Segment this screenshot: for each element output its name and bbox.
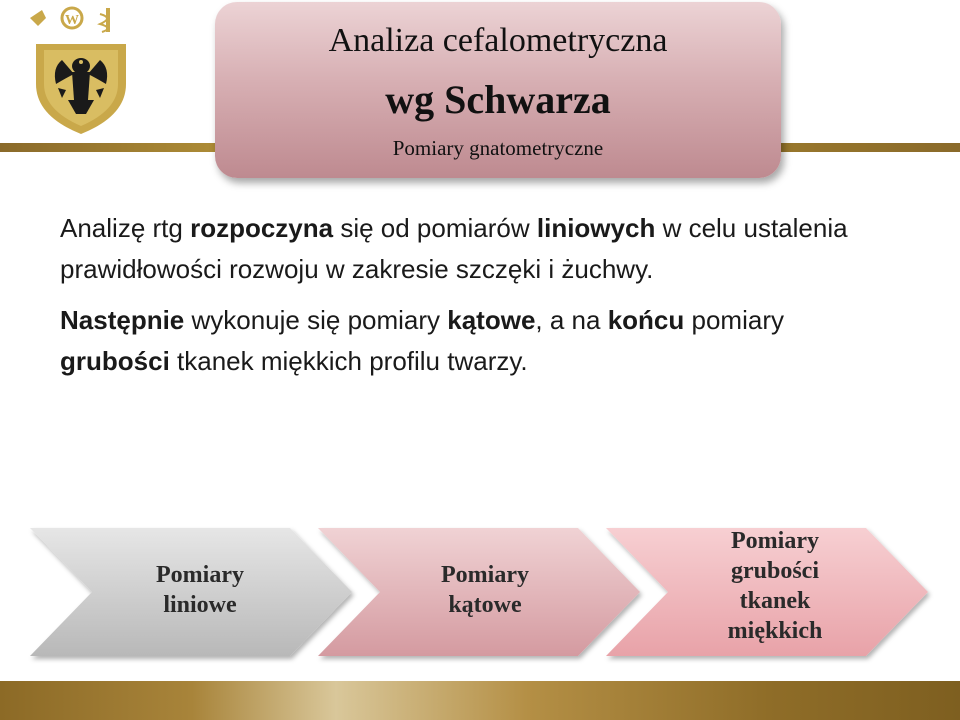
university-crest-icon: [22, 4, 140, 136]
title-line-2: wg Schwarza: [385, 77, 611, 122]
step-2-line-1: Pomiary: [441, 562, 529, 588]
bold-span: rozpoczyna: [190, 213, 334, 243]
step-1-line-1: Pomiary: [156, 562, 244, 588]
step-2-line-2: kątowe: [448, 592, 522, 618]
title-line-1: Analiza cefalometryczna: [328, 22, 668, 59]
process-chevrons: [0, 520, 960, 670]
step-1-line-2: liniowe: [163, 592, 237, 618]
text-span: pomiary: [684, 305, 784, 335]
bold-span: grubości: [60, 346, 170, 376]
paragraph-1: [60, 208, 900, 290]
text-span: , a na: [535, 305, 608, 335]
body-text: [60, 208, 900, 392]
slide-title-box: [215, 2, 781, 178]
step-3-line-1: Pomiary: [731, 528, 819, 554]
paragraph-2: [60, 300, 900, 382]
text-span: wykonuje się pomiary: [184, 305, 448, 335]
step-3-line-3: tkanek: [739, 588, 811, 614]
step-1-label: [120, 560, 280, 620]
step-3-line-2: grubości: [730, 558, 819, 584]
text-span: tkanek miękkich profilu twarzy.: [169, 346, 528, 376]
svg-text:W: W: [65, 13, 79, 28]
text-span: w celu ustalenia prawidłowości rozwoju w zakresie szczęki i żuchwy.: [60, 213, 848, 284]
step-2-label: [405, 560, 565, 620]
text-span: Analizę rtg: [60, 213, 191, 243]
step-3-label: [690, 526, 860, 646]
step-3-line-4: miękkich: [727, 618, 823, 644]
title-subtitle: Pomiary gnatometryczne: [392, 136, 604, 160]
text-span: się od pomiarów: [333, 213, 537, 243]
bottom-decorative-bar: [0, 681, 960, 720]
bold-span: liniowych: [536, 213, 656, 243]
bold-span: kątowe: [447, 305, 536, 335]
bold-span: Następnie: [60, 305, 185, 335]
bold-span: końcu: [607, 305, 685, 335]
